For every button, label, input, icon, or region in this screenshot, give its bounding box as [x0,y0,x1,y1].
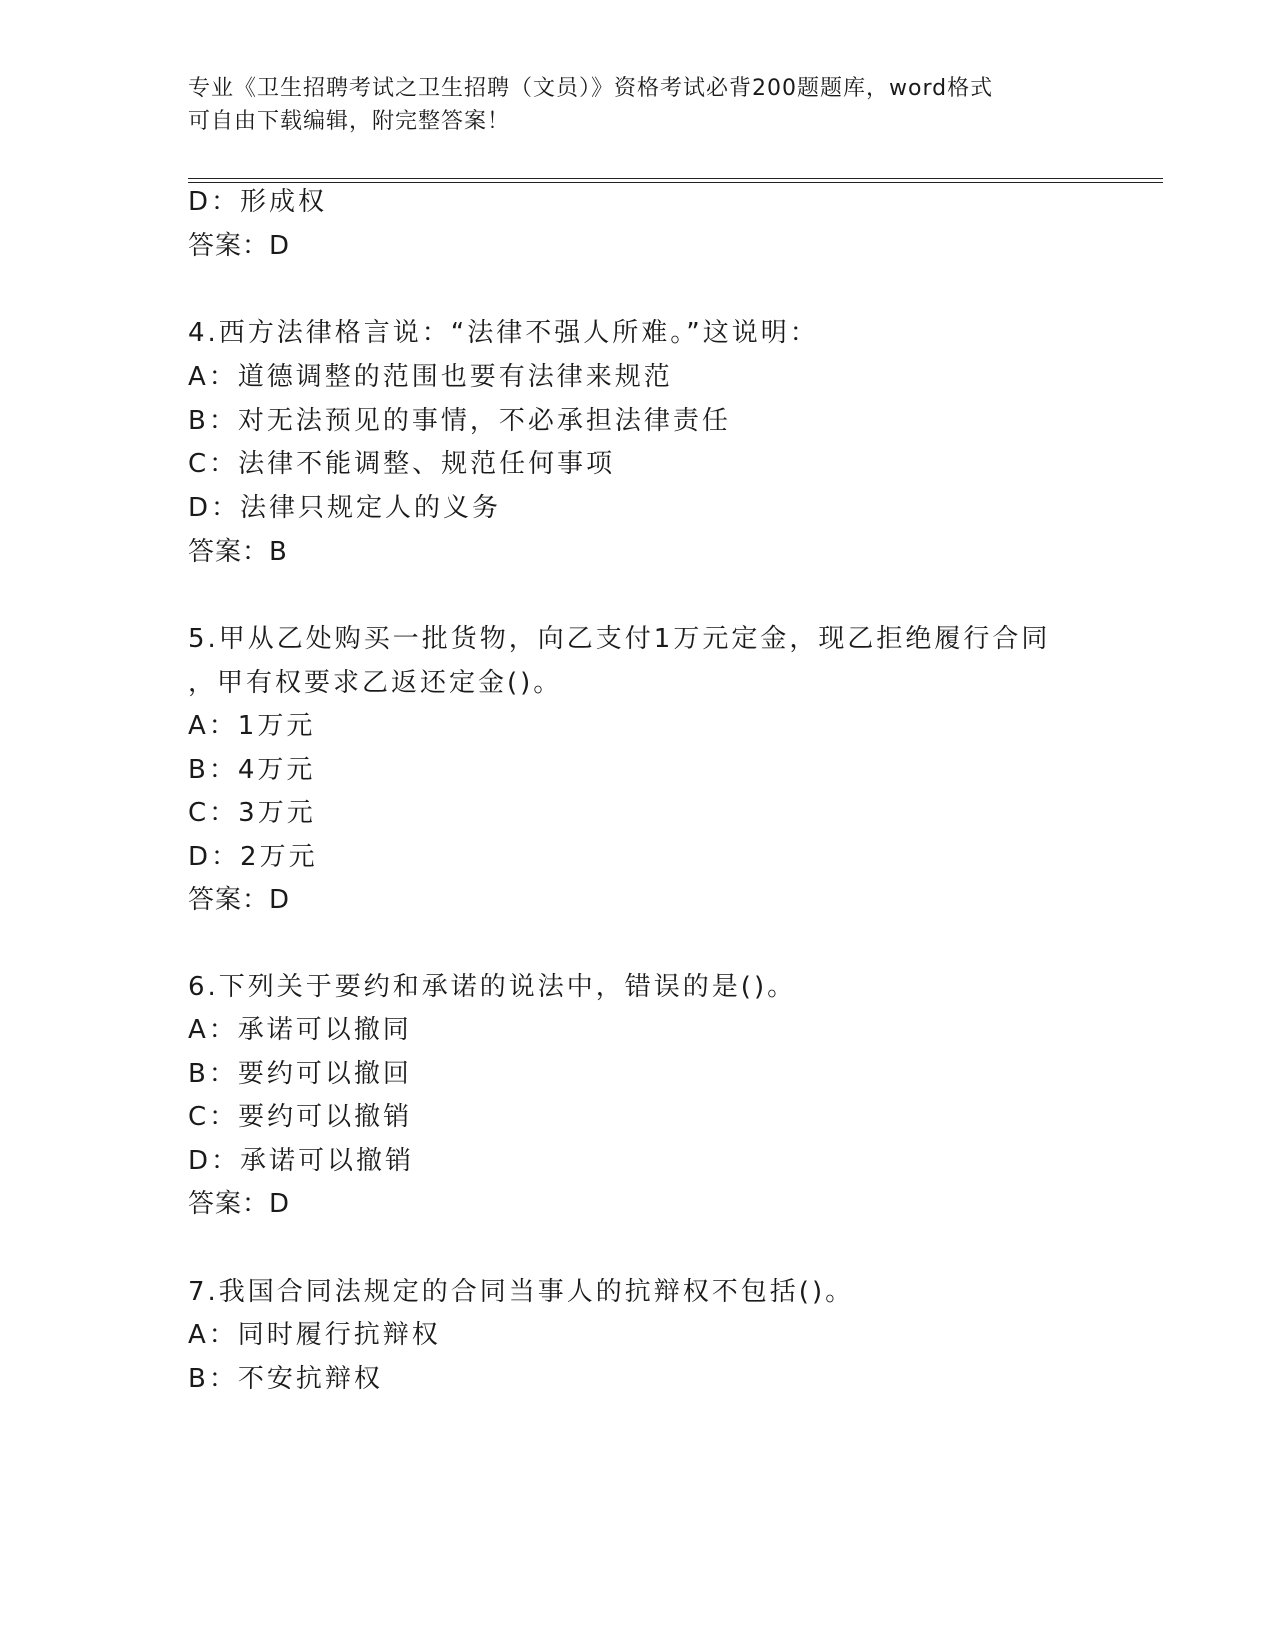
q5-stem-line-1: 5.甲从乙处购买一批货物，向乙支付1万元定金，现乙拒绝履行合同 [188,624,1051,654]
header-title-line-2: 可自由下载编辑，附完整答案！ [188,109,511,134]
q7-option-a: A：同时履行抗辩权 [188,1320,441,1350]
q5-option-b: B：4万元 [188,755,316,785]
q6-answer: 答案：D [188,1189,291,1219]
q4-option-d: D：法律只规定人的义务 [188,493,502,523]
header-divider [188,178,1163,183]
q7-option-b: B：不安抗辩权 [188,1364,383,1394]
q5-stem-line-2: ，甲有权要求乙返还定金()。 [188,668,563,698]
q7-stem: 7.我国合同法规定的合同当事人的抗辩权不包括()。 [188,1277,855,1307]
q3-option-d: D：形成权 [188,187,328,217]
q4-stem: 4.西方法律格言说：“法律不强人所难。”这说明： [188,318,819,348]
q6-option-b: B：要约可以撤回 [188,1059,412,1089]
q5-option-d: D：2万元 [188,842,318,872]
q4-option-c: C：法律不能调整、规范任何事项 [188,449,616,479]
q5-answer: 答案：D [188,885,291,915]
q3-answer: 答案：D [188,231,291,261]
q4-option-b: B：对无法预见的事情，不必承担法律责任 [188,406,731,436]
q4-option-a: A：道德调整的范围也要有法律来规范 [188,362,673,392]
document-header [188,72,1088,138]
q6-option-d: D：承诺可以撤销 [188,1146,415,1176]
q4-answer: 答案：B [188,537,288,567]
header-title-line-1: 专业《卫生招聘考试之卫生招聘（文员）》资格考试必背200题题库，word格式 [188,76,994,101]
q6-option-c: C：要约可以撤销 [188,1102,413,1132]
q6-option-a: A：承诺可以撤同 [188,1015,412,1045]
q5-option-a: A：1万元 [188,711,316,741]
q6-stem: 6.下列关于要约和承诺的说法中，错误的是()。 [188,972,797,1002]
q5-option-c: C：3万元 [188,798,316,828]
